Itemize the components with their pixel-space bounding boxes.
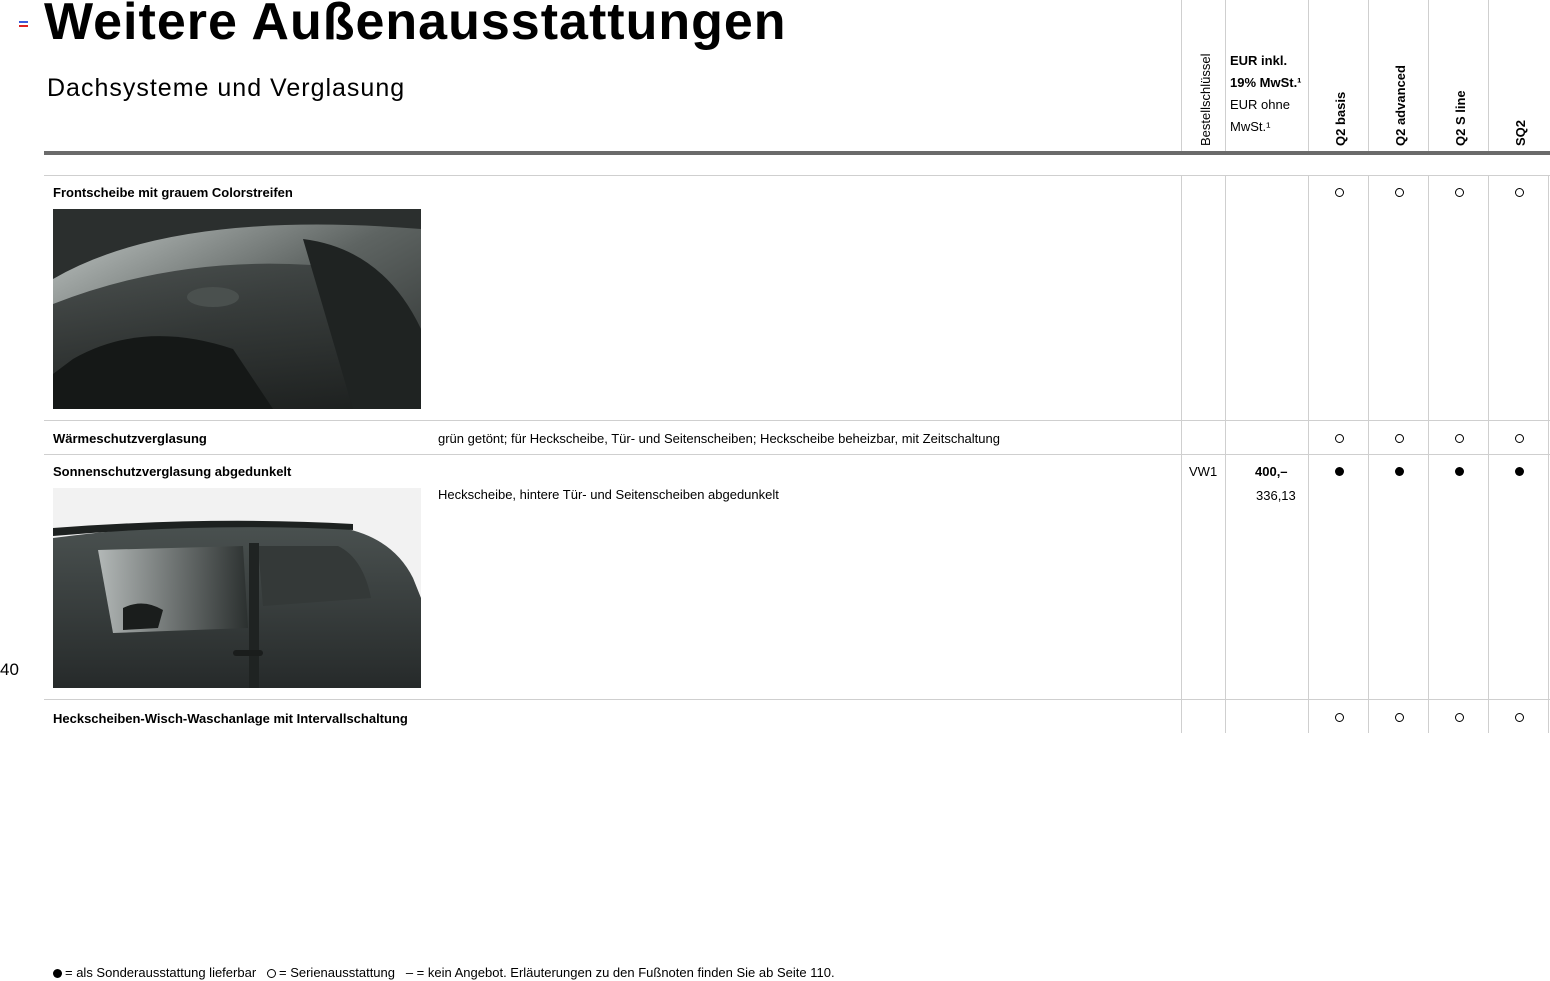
availability-standard-icon — [1335, 434, 1344, 443]
price-excl-label-1: EUR ohne — [1230, 97, 1290, 112]
row-description: Heckscheibe, hintere Tür- und Seitenscheiben abgedunkelt — [438, 487, 779, 502]
row-rule — [44, 175, 1550, 176]
column-divider — [1368, 0, 1369, 151]
availability-standard-icon — [1455, 713, 1464, 722]
legend-none-text: – = kein Angebot. Erläuterungen zu den Fußnoten finden Sie ab Seite 110. — [405, 965, 835, 980]
page-number: 40 — [0, 660, 19, 679]
legend-standard-text: = Serienausstattung — [279, 965, 395, 980]
page-subtitle: Dachsysteme und Verglasung — [47, 74, 406, 102]
row-rule — [44, 420, 1550, 421]
availability-optional-icon — [1455, 467, 1464, 476]
column-divider — [1181, 0, 1182, 151]
tinted-windows-photo — [53, 488, 421, 688]
availability-standard-icon — [1395, 434, 1404, 443]
column-divider — [1428, 0, 1429, 151]
price-incl-value: 400,– — [1255, 464, 1288, 479]
availability-optional-icon — [1515, 467, 1524, 476]
legend — [53, 965, 835, 980]
row-rule — [44, 699, 1550, 700]
page-title: Weitere Außenausstattungen — [44, 0, 787, 51]
row-title: Wärmeschutzverglasung — [53, 431, 207, 446]
availability-optional-icon — [1395, 467, 1404, 476]
legend-standard-icon — [267, 969, 276, 978]
column-header-order-key: Bestellschlüssel — [1198, 53, 1213, 146]
availability-standard-icon — [1395, 188, 1404, 197]
availability-optional-icon — [1335, 467, 1344, 476]
order-code: VW1 — [1189, 464, 1218, 479]
availability-standard-icon — [1515, 188, 1524, 197]
availability-standard-icon — [1335, 188, 1344, 197]
legend-optional-icon — [53, 969, 62, 978]
column-divider — [1225, 0, 1226, 151]
availability-standard-icon — [1455, 188, 1464, 197]
column-header-price — [1230, 50, 1302, 138]
price-excl-label-2: MwSt.¹ — [1230, 119, 1271, 134]
availability-standard-icon — [1335, 713, 1344, 722]
row-description: grün getönt; für Heckscheibe, Tür- und Seitenscheiben; Heckscheibe beheizbar, mit Zeitschaltung — [438, 431, 1000, 446]
header-rule — [44, 151, 1550, 155]
column-divider — [1488, 0, 1489, 151]
column-header-trim-q2-advanced: Q2 advanced — [1393, 65, 1408, 146]
row-title: Heckscheiben-Wisch-Waschanlage mit Intervallschaltung — [53, 711, 408, 726]
row-title: Sonnenschutzverglasung abgedunkelt — [53, 464, 292, 479]
windscreen-photo — [53, 209, 421, 409]
price-excl-value: 336,13 — [1256, 488, 1296, 503]
availability-standard-icon — [1515, 713, 1524, 722]
legend-optional-text: = als Sonderausstattung lieferbar — [65, 965, 257, 980]
price-incl-label-1: EUR inkl. — [1230, 53, 1288, 68]
column-header-trim-q2-basis: Q2 basis — [1333, 91, 1348, 146]
availability-standard-icon — [1515, 434, 1524, 443]
row-rule — [44, 454, 1550, 455]
flag-icon — [19, 21, 28, 27]
availability-standard-icon — [1395, 713, 1404, 722]
column-divider — [1308, 0, 1309, 151]
price-incl-label-2: 19% MwSt.¹ — [1230, 75, 1302, 90]
column-header-trim-q2-s-line: Q2 S line — [1453, 90, 1468, 146]
availability-standard-icon — [1455, 434, 1464, 443]
row-title: Frontscheibe mit grauem Colorstreifen — [53, 185, 293, 200]
column-header-trim-sq2: SQ2 — [1513, 119, 1528, 146]
